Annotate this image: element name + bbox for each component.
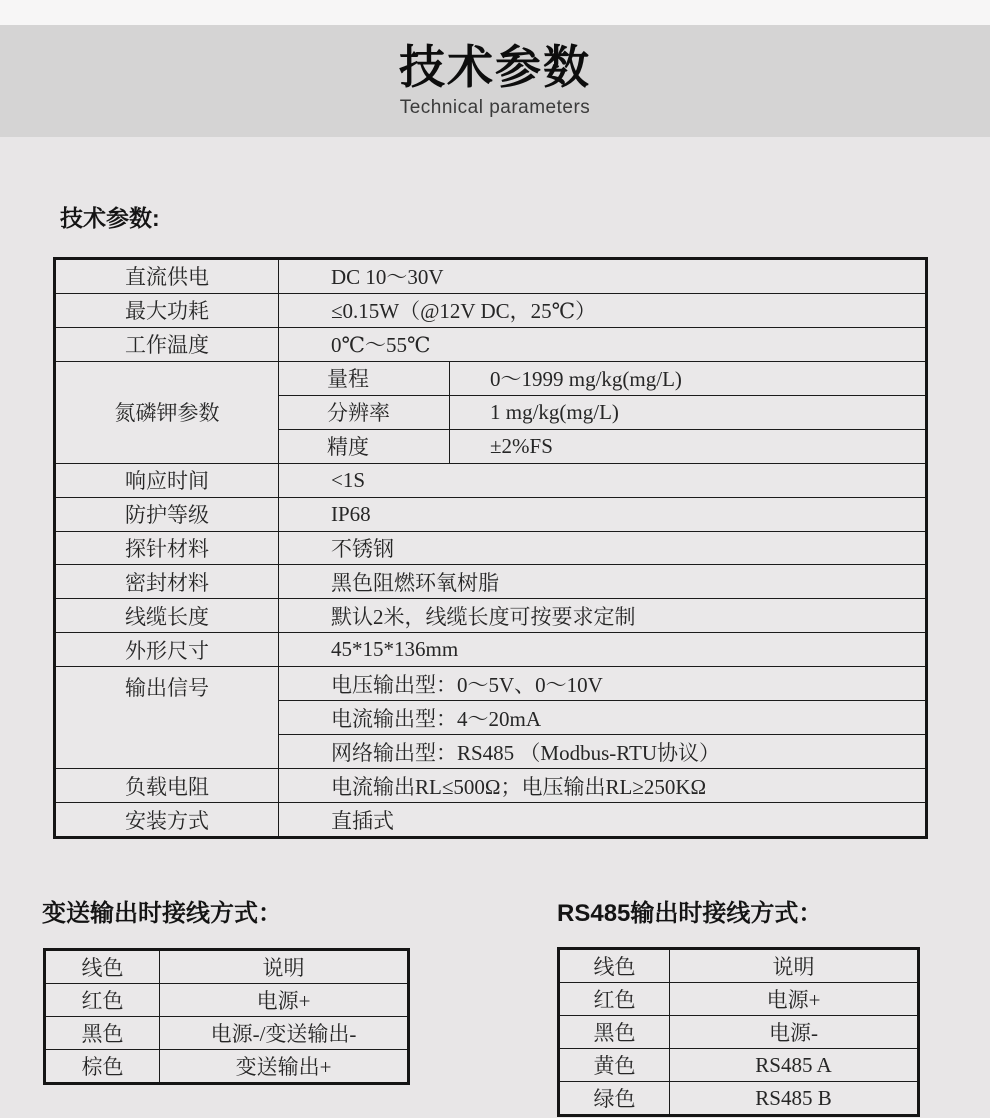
table-row	[45, 984, 409, 1017]
wire-color: 黄色	[559, 1049, 670, 1082]
spec-label: 线缆长度	[55, 599, 279, 633]
spec-sublabel: 精度	[279, 429, 450, 463]
wire-color: 黑色	[559, 1016, 670, 1049]
spec-label-output: 输出信号	[55, 667, 279, 769]
table-row	[55, 463, 927, 497]
table-row	[55, 667, 927, 701]
column-header: 说明	[670, 949, 919, 983]
wire-color: 红色	[45, 984, 160, 1017]
table-row	[45, 1050, 409, 1084]
spec-value: 直插式	[279, 803, 927, 838]
table-row	[45, 1017, 409, 1050]
spec-label: 响应时间	[55, 463, 279, 497]
spec-value: 电压输出型：0～5V、0～10V	[279, 667, 927, 701]
spec-value: 黑色阻燃环氧树脂	[279, 565, 927, 599]
spec-label: 最大功耗	[55, 293, 279, 327]
spec-value: DC 10～30V	[279, 259, 927, 294]
wiring-rs485-table	[557, 947, 920, 1117]
table-row	[55, 327, 927, 361]
table-row	[55, 803, 927, 838]
wire-description: RS485 B	[670, 1082, 919, 1116]
page-title: 技术参数	[399, 41, 591, 94]
spec-label: 防护等级	[55, 497, 279, 531]
table-row	[55, 565, 927, 599]
table-row	[559, 1016, 919, 1049]
table-row	[55, 497, 927, 531]
column-header: 说明	[160, 950, 409, 984]
wire-description: 电源+	[160, 984, 409, 1017]
column-header: 线色	[45, 950, 160, 984]
spec-value: 电流输出RL≤500Ω；电压输出RL≥250KΩ	[279, 769, 927, 803]
spec-label: 外形尺寸	[55, 633, 279, 667]
spec-value: 网络输出型：RS485 （Modbus-RTU协议）	[279, 735, 927, 769]
spec-label: 直流供电	[55, 259, 279, 294]
spec-table	[53, 257, 928, 839]
spec-subvalue: ±2%FS	[450, 429, 927, 463]
spec-sublabel: 量程	[279, 361, 450, 395]
top-strip	[0, 0, 990, 25]
table-row	[55, 599, 927, 633]
header-banner	[0, 25, 990, 137]
table-row	[559, 1082, 919, 1116]
spec-value: 电流输出型：4～20mA	[279, 701, 927, 735]
table-row	[559, 983, 919, 1016]
wire-color: 红色	[559, 983, 670, 1016]
spec-subvalue: 1 mg/kg(mg/L)	[450, 395, 927, 429]
table-row	[55, 531, 927, 565]
wire-description: 电源-	[670, 1016, 919, 1049]
section-heading: 技术参数:	[60, 205, 160, 231]
spec-value: 45*15*136mm	[279, 633, 927, 667]
spec-value: 不锈钢	[279, 531, 927, 565]
column-header: 线色	[559, 949, 670, 983]
spec-value: ≤0.15W（@12V DC，25℃）	[279, 293, 927, 327]
spec-subvalue: 0～1999 mg/kg(mg/L)	[450, 361, 927, 395]
spec-label: 工作温度	[55, 327, 279, 361]
table-row	[55, 633, 927, 667]
spec-sublabel: 分辨率	[279, 395, 450, 429]
table-row	[55, 361, 927, 395]
spec-label: 密封材料	[55, 565, 279, 599]
spec-value: <1S	[279, 463, 927, 497]
wire-description: 电源+	[670, 983, 919, 1016]
spec-value: 0℃～55℃	[279, 327, 927, 361]
table-row	[559, 1049, 919, 1082]
table-row	[559, 949, 919, 983]
wiring-rs485-title: RS485输出时接线方式：	[557, 900, 823, 927]
spec-value: 默认2米，线缆长度可按要求定制	[279, 599, 927, 633]
wire-description: RS485 A	[670, 1049, 919, 1082]
table-row	[55, 769, 927, 803]
spec-value: IP68	[279, 497, 927, 531]
wire-description: 电源-/变送输出-	[160, 1017, 409, 1050]
table-row	[45, 950, 409, 984]
spec-label: 安装方式	[55, 803, 279, 838]
wiring-transmitter-title: 变送输出时接线方式：	[42, 900, 282, 927]
spec-label-npk: 氮磷钾参数	[55, 361, 279, 463]
table-row	[55, 293, 927, 327]
wire-color: 绿色	[559, 1082, 670, 1116]
spec-label: 负载电阻	[55, 769, 279, 803]
wire-description: 变送输出+	[160, 1050, 409, 1084]
table-row	[55, 259, 927, 294]
page-subtitle: Technical parameters	[399, 96, 591, 118]
wire-color: 黑色	[45, 1017, 160, 1050]
spec-label: 探针材料	[55, 531, 279, 565]
wiring-transmitter-table	[43, 948, 410, 1085]
wire-color: 棕色	[45, 1050, 160, 1084]
